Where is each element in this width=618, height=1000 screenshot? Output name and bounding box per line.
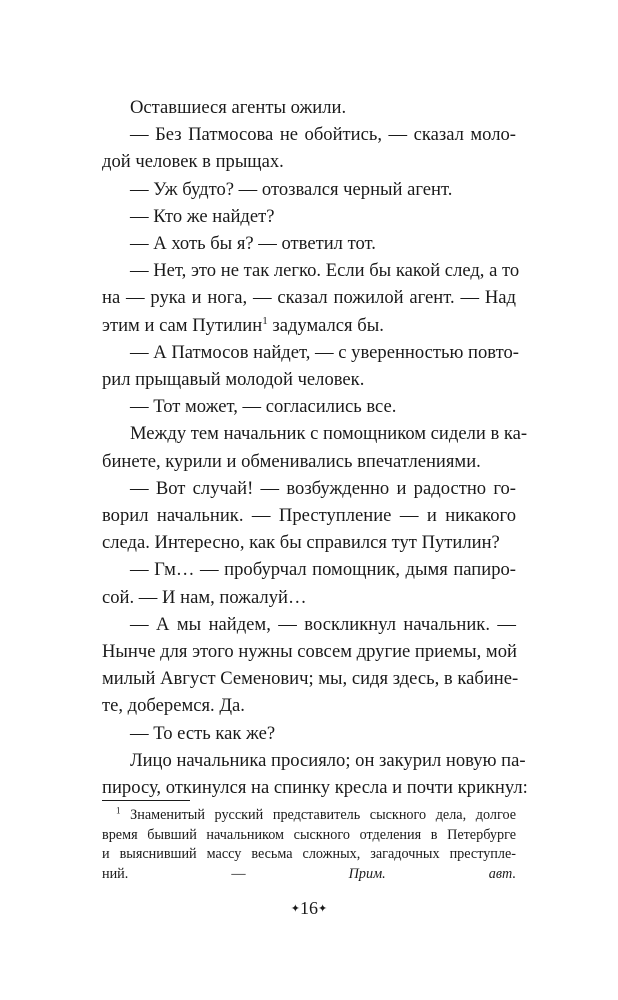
text-line: пиросу, откинулся на спинку кресла и почти крикнул: [102, 777, 528, 799]
text-line: те, доберемся. Да. [102, 695, 245, 717]
text-line: дой человек в прыщах. [102, 151, 284, 173]
footnote-line: время бывший начальником сыскного отделения в Петербурге [102, 826, 516, 843]
footnote-line: и выяснивший массу весьма сложных, загадочных преступле- [102, 846, 516, 863]
paragraph [102, 94, 516, 121]
text-line: бинете, курили и обменивались впечатлениями. [102, 450, 481, 472]
text-fragment: этим и сам Путилин [102, 314, 263, 336]
text-line: Оставшиеся агенты ожили. [130, 97, 347, 118]
text-line: — Вот случай! — возбужденно и радостно го- [130, 477, 516, 499]
text-line: Лицо начальника просияло; он закурил новую па- [130, 749, 526, 771]
paragraph [102, 121, 516, 175]
text-line [102, 312, 516, 339]
text-line: милый Август Семенович; мы, сидя здесь, в кабине- [102, 668, 519, 690]
ornament-left-icon: ✦ [290, 903, 300, 915]
text-line: — А хоть бы я? — ответил тот. [130, 233, 376, 255]
paragraph [102, 611, 519, 720]
paragraph [102, 475, 516, 557]
footnote-mark: 1 [116, 805, 121, 816]
paragraph [102, 339, 519, 393]
text-line: ворил начальник. — Преступление — и никакого [102, 505, 516, 527]
text-line: следа. Интересно, как бы справился тут Путилин? [102, 532, 500, 554]
ornament-right-icon: ✦ [318, 903, 328, 915]
page-number-value: 16 [300, 898, 318, 918]
text-line: — А Патмосов найдет, — с уверенностью повто- [130, 341, 519, 363]
paragraph [102, 420, 528, 474]
text-line: — Нет, это не так легко. Если бы какой след, а то [130, 260, 520, 282]
paragraph [102, 556, 516, 610]
text-line: — Уж будто? — отозвался черный агент. [130, 178, 453, 200]
text-fragment: задумался бы. [267, 314, 384, 336]
paragraph [102, 203, 516, 230]
paragraph [102, 257, 520, 339]
text-line: рил прыщавый молодой человек. [102, 369, 365, 391]
footnote-author-note: Прим. авт. [348, 865, 516, 882]
text-line: — Гм… — пробурчал помощник, дымя папиро- [130, 559, 516, 581]
text-line: Между тем начальник с помощником сидели в ка- [130, 423, 528, 445]
footnote-divider [102, 800, 190, 801]
footnote-text: Знаменитый русский представитель сыскного дела, долгое [130, 807, 517, 823]
paragraph [102, 747, 528, 801]
paragraph [102, 230, 516, 257]
footnote-line [102, 865, 516, 885]
text-line: — Без Патмосова не обойтись, — сказал моло- [130, 124, 516, 146]
paragraph [102, 393, 516, 420]
paragraph [102, 176, 516, 203]
text-line: Нынче для этого нужны совсем другие приемы, мой [102, 641, 517, 663]
page-number [0, 896, 618, 921]
body-text [102, 94, 528, 801]
text-line: — А мы найдем, — воскликнул начальник. — [130, 613, 516, 635]
text-line: — То есть как же? [130, 722, 276, 744]
text-line: — Кто же найдет? [130, 205, 275, 227]
footnote-text: ний. — [102, 865, 349, 882]
text-line: — Тот может, — согласились все. [130, 396, 397, 418]
paragraph [102, 720, 516, 747]
footnote-line [102, 806, 516, 826]
text-line: сой. — И нам, пожалуй… [102, 586, 307, 608]
footnote [102, 806, 516, 884]
footnote-reference: 1 [262, 314, 268, 327]
text-line: на — рука и нога, — сказал пожилой агент. — Над [102, 287, 516, 309]
